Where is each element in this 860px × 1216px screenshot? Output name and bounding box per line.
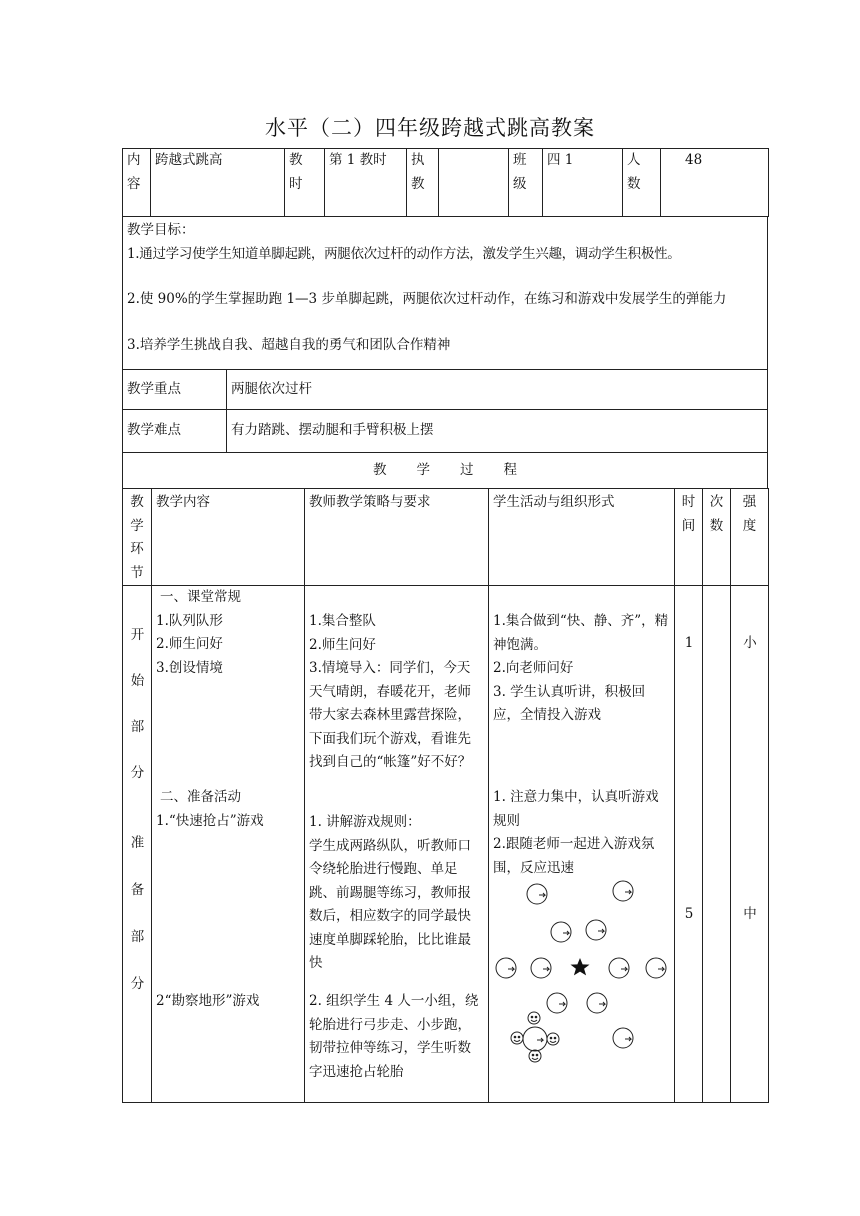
objectives-table (122, 216, 768, 370)
difficulty-label: 教学难点 (123, 410, 227, 453)
page-title: 水平（二）四年级跨越式跳高教案 (265, 116, 595, 140)
intensity-cell (731, 586, 769, 1103)
count-label: 人 数 (623, 149, 661, 217)
tire-icon (646, 958, 666, 978)
part1-content-heading: 一、课堂常规 (160, 589, 241, 605)
header-table (122, 148, 769, 217)
smiley-icon (511, 1032, 523, 1044)
time-cell (675, 586, 703, 1103)
part1-student-item: 1.集合做到“快、静、齐”，精神饱满。 (493, 613, 669, 653)
part2-content (156, 786, 302, 833)
objective-3: 3.培养学生挑战自我、超越自我的勇气和团队合作精神 (127, 336, 451, 353)
tire-icon (531, 958, 551, 978)
part1-stage: 开 始 部 分 (130, 627, 145, 781)
key-points-table (122, 369, 768, 489)
stage-cell (123, 586, 152, 1103)
content-label: 内 容 (123, 149, 151, 217)
objective-1: 1.通过学习使学生知道单脚起跳，两腿依次过杆的动作方法，激发学生兴趣，调动学生积极性。 (127, 245, 681, 262)
teach-time-value: 第 1 教时 (325, 149, 407, 217)
tire-icon (551, 922, 571, 942)
student-cell (489, 586, 675, 1103)
part2-student-item: 2.跟随老师一起进入游戏氛围，反应迅速 (493, 836, 655, 876)
part1-strategy (309, 610, 483, 775)
part2-student-item: 1. 注意力集中，认真听游戏规则 (493, 789, 659, 829)
content-value: 跨越式跳高 (151, 149, 285, 217)
time-header: 时 间 (675, 489, 703, 586)
strategy-cell (305, 586, 489, 1103)
tire-icon (547, 993, 567, 1013)
student-header: 学生活动与组织形式 (489, 489, 675, 586)
difficulty-value: 有力踏跳、摆动腿和手臂积极上摆 (227, 410, 768, 453)
tire-icon (587, 993, 607, 1013)
tire-icon (613, 1028, 633, 1048)
part1-student-item: 3. 学生认真听讲，积极回应，全情投入游戏 (493, 683, 646, 723)
tire-icon (523, 1027, 547, 1051)
tire-icon (609, 958, 629, 978)
part1-student-item: 2.向老师问好 (493, 660, 574, 676)
smiley-icon (529, 1050, 541, 1062)
part2-student (493, 786, 671, 880)
process-heading: 教 学 过 程 (123, 453, 768, 489)
part1-content-item: 3.创设情境 (156, 659, 223, 676)
part1-content-item: 2.师生问好 (156, 636, 223, 652)
key-point-label: 教学重点 (123, 370, 227, 410)
tire-icon (496, 958, 516, 978)
smiley-icon (528, 1012, 540, 1024)
tire-icon (613, 881, 633, 901)
intensity-header: 强 度 (731, 489, 769, 586)
part2-strategy-heading: 1. 讲解游戏规则： (309, 814, 421, 830)
part1-strategy-item: 2.师生问好 (309, 636, 376, 653)
part1-time: 1 (684, 635, 694, 651)
part2-strategy2: 2. 组织学生 4 人一小组，绕轮胎进行弓步走、小步跑，韧带拉伸等练习，学生听数字迅速抢占轮胎 (309, 993, 479, 1080)
part2-strategy1 (309, 811, 483, 976)
part2-intensity: 中 (743, 906, 757, 922)
key-point-value: 两腿依次过杆 (227, 370, 768, 410)
part2-strategy-text: 学生成两路纵队，听教师口令绕轮胎进行慢跑、单足跳、前踢腿等练习，教师报数后，相应数字的同学最快速度单脚踩轮胎，比比谁最快 (309, 837, 471, 971)
formation-diagram (489, 876, 675, 1076)
part1-strategy-item: 3.情境导入：同学们，今天天气晴朗，春暖花开，老师带大家去森林里露营探险，下面我们玩个游戏，看谁先找到自己的“帐篷”好不好？ (309, 660, 472, 770)
content-cell (152, 586, 305, 1103)
part1-content (156, 586, 302, 680)
process-table (122, 488, 769, 1103)
game2-label: 2“勘察地形”游戏 (156, 993, 260, 1009)
stage-header: 教 学 环 节 (123, 489, 152, 586)
count-value: 48 (661, 149, 769, 217)
class-value: 四 1 (543, 149, 623, 217)
star-icon (571, 958, 590, 975)
lesson-plan-table (122, 148, 768, 1103)
part2-time: 5 (684, 906, 694, 922)
tire-icon (527, 884, 547, 904)
smiley-icon (547, 1033, 559, 1045)
part1-intensity: 小 (743, 635, 757, 651)
teacher-label: 执 教 (407, 149, 439, 217)
objectives-cell (123, 217, 768, 370)
objective-2: 2.使 90%的学生掌握助跑 1—3 步单脚起跳，两腿依次过杆动作，在练习和游戏中发展学生的弹能力 (127, 291, 727, 307)
part1-strategy-item: 1.集合整队 (309, 613, 376, 629)
teach-time-label: 教 时 (285, 149, 325, 217)
part2-stage: 准 备 部 分 (130, 835, 145, 992)
part1-content-item: 1.队列队形 (156, 612, 223, 629)
teacher-value (439, 149, 509, 217)
reps-cell (703, 586, 731, 1103)
tire-icon (586, 920, 606, 940)
objectives-heading: 教学目标： (127, 222, 195, 238)
content-header: 教学内容 (152, 489, 305, 586)
strategy-header: 教师教学策略与要求 (305, 489, 489, 586)
class-label: 班 级 (509, 149, 543, 217)
reps-header: 次 数 (703, 489, 731, 586)
part2-content-heading: 二、准备活动 (160, 789, 241, 805)
game1-label: 1.“快速抢占”游戏 (156, 812, 264, 829)
part1-student (493, 610, 671, 728)
